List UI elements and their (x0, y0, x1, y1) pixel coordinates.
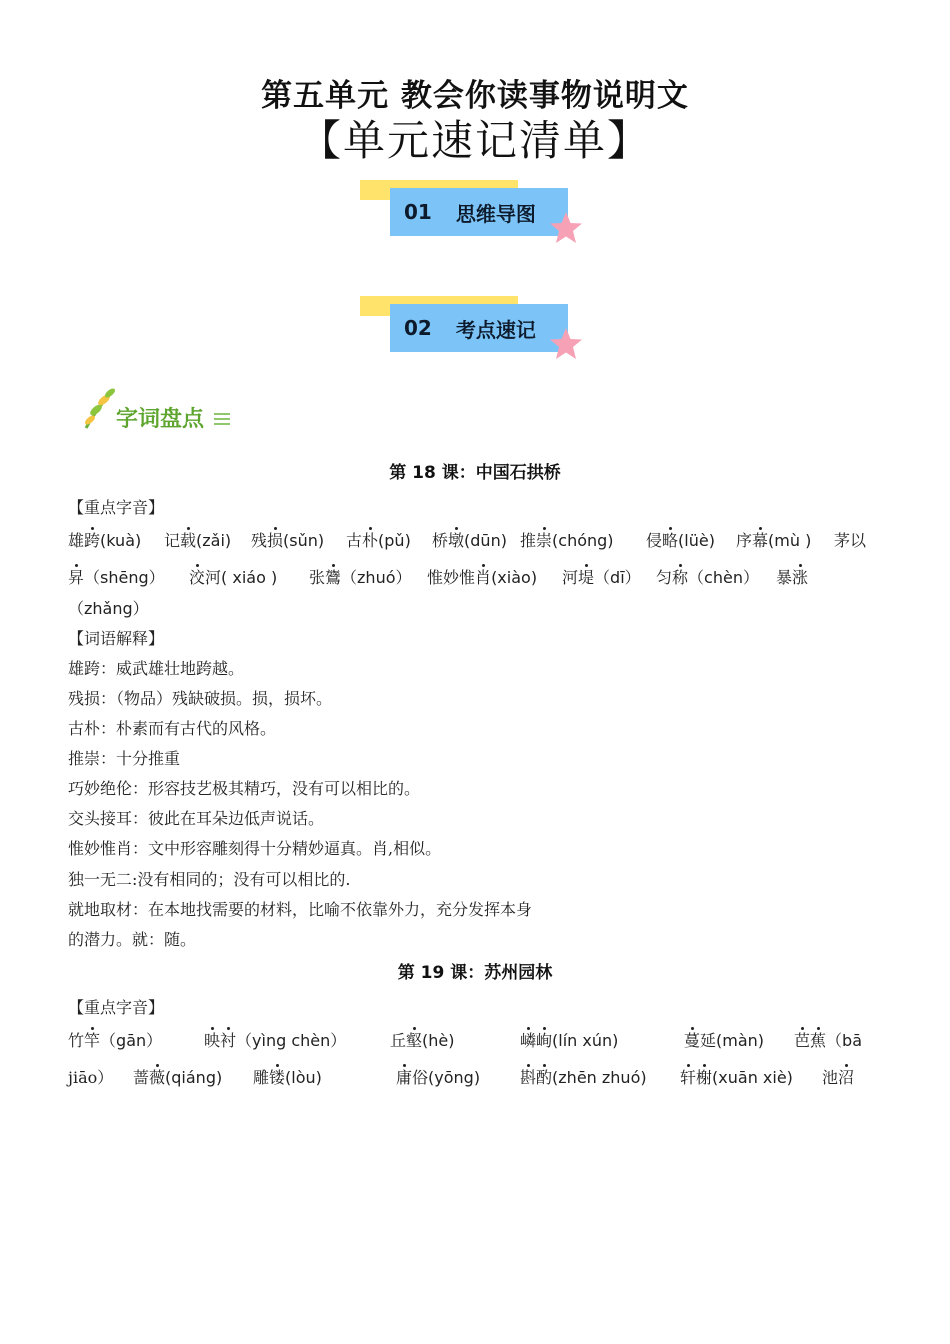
pronunciation-item: 雄跨(kuà) (68, 531, 142, 550)
pronunciation-item: 洨河( xiáo ) (189, 568, 278, 587)
vocab-review-badge (80, 384, 240, 436)
unit-title: 第五单元 教会你读事物说明文 (261, 78, 689, 114)
pronunciation-item: 昇（shēng） (68, 568, 165, 587)
banner-text: 考点速记 (455, 317, 536, 342)
pronunciation-item: 张鷟（zhuó） (309, 568, 412, 587)
banner-label (390, 188, 568, 236)
banner-label (390, 304, 568, 352)
pronunciation-item: 庸俗(yōng) (396, 1068, 481, 1087)
section-banner-keypoints (360, 296, 600, 366)
pronunciation-item: 惟妙惟肖(xiào) (427, 568, 538, 587)
banner-number: 02 (404, 316, 432, 340)
vocab-line: 交头接耳：彼此在耳朵边低声说话。 (68, 809, 325, 828)
badge-label: 字词盘点 (116, 407, 205, 432)
pronunciation-item: jiāo） (68, 1068, 114, 1087)
pronunciation-item: 蔓延(màn) (684, 1031, 765, 1050)
lesson-19-pron-heading: 【重点字音】 (68, 998, 165, 1017)
lesson-18-pron-heading: 【重点字音】 (68, 498, 165, 517)
banner-number: 01 (404, 200, 432, 224)
star-icon (548, 326, 584, 362)
checklist-title: 【单元速记清单】 (298, 116, 651, 165)
pronunciation-item: 暴涨 (776, 568, 809, 587)
pronunciation-item: 雕镂(lòu) (253, 1068, 322, 1087)
vocab-line: 巧妙绝伦：形容技艺极其精巧，没有可以相比的。 (68, 779, 421, 798)
pronunciation-item: 芭蕉（bā (794, 1031, 862, 1050)
pronunciation-item: 残损(sǔn) (251, 531, 325, 550)
vocab-line: 雄跨：威武雄壮地跨越。 (68, 659, 245, 678)
banner-text: 思维导图 (455, 201, 536, 226)
pronunciation-item: 蔷薇(qiáng) (133, 1068, 223, 1087)
vocab-line: 古朴：朴素而有古代的风格。 (68, 719, 277, 738)
section-banner-mindmap (360, 180, 600, 250)
vocab-line: 推崇：十分推重 (68, 749, 181, 768)
vocab-line: 残损：（物品）残缺破损。损，损坏。 (68, 689, 333, 708)
pronunciation-item: 斟酌(zhēn zhuó) (520, 1068, 647, 1087)
lesson-18-vocab-heading: 【词语解释】 (68, 629, 165, 648)
pronunciation-item: 竹竿（gān） (68, 1031, 163, 1050)
lesson-18-title: 第 18 课：中国石拱桥 (389, 463, 561, 483)
pronunciation-item: 匀称（chèn） (656, 568, 759, 587)
pronunciation-item: 桥墩(dūn) (432, 531, 507, 550)
vocab-line: 惟妙惟肖：文中形容雕刻得十分精妙逼真。肖,相似。 (68, 839, 442, 858)
pronunciation-item: 映衬（yìng chèn） (204, 1031, 347, 1050)
vocab-line: 就地取材：在本地找需要的材料，比喻不依靠外力，充分发挥本身 (68, 900, 533, 919)
pronunciation-item: 古朴(pǔ) (346, 531, 411, 550)
pronunciation-item: 河堤（dī） (562, 568, 641, 587)
vocab-line: 独一无二:没有相同的；没有可以相比的. (68, 870, 351, 889)
lesson-18-pron-row-3: （zhǎng） (68, 599, 149, 618)
pronunciation-item: 轩榭(xuān xiè) (680, 1068, 793, 1087)
pronunciation-item: 池沼 (822, 1068, 855, 1087)
lesson-19-title: 第 19 课：苏州园林 (397, 963, 553, 983)
pronunciation-item: 茅以 (834, 531, 867, 550)
pronunciation-item: 丘壑(hè) (390, 1031, 455, 1050)
pronunciation-item: 记载(zǎi) (164, 531, 232, 550)
pronunciation-item: 推崇(chóng) (520, 531, 614, 550)
vocab-line: 的潜力。就：随。 (68, 930, 197, 949)
star-icon (548, 210, 584, 246)
pronunciation-item: 嶙峋(lín xún) (520, 1031, 619, 1050)
pronunciation-item: 侵略(lüè) (646, 531, 715, 550)
pronunciation-item: 序幕(mù ) (736, 531, 812, 550)
